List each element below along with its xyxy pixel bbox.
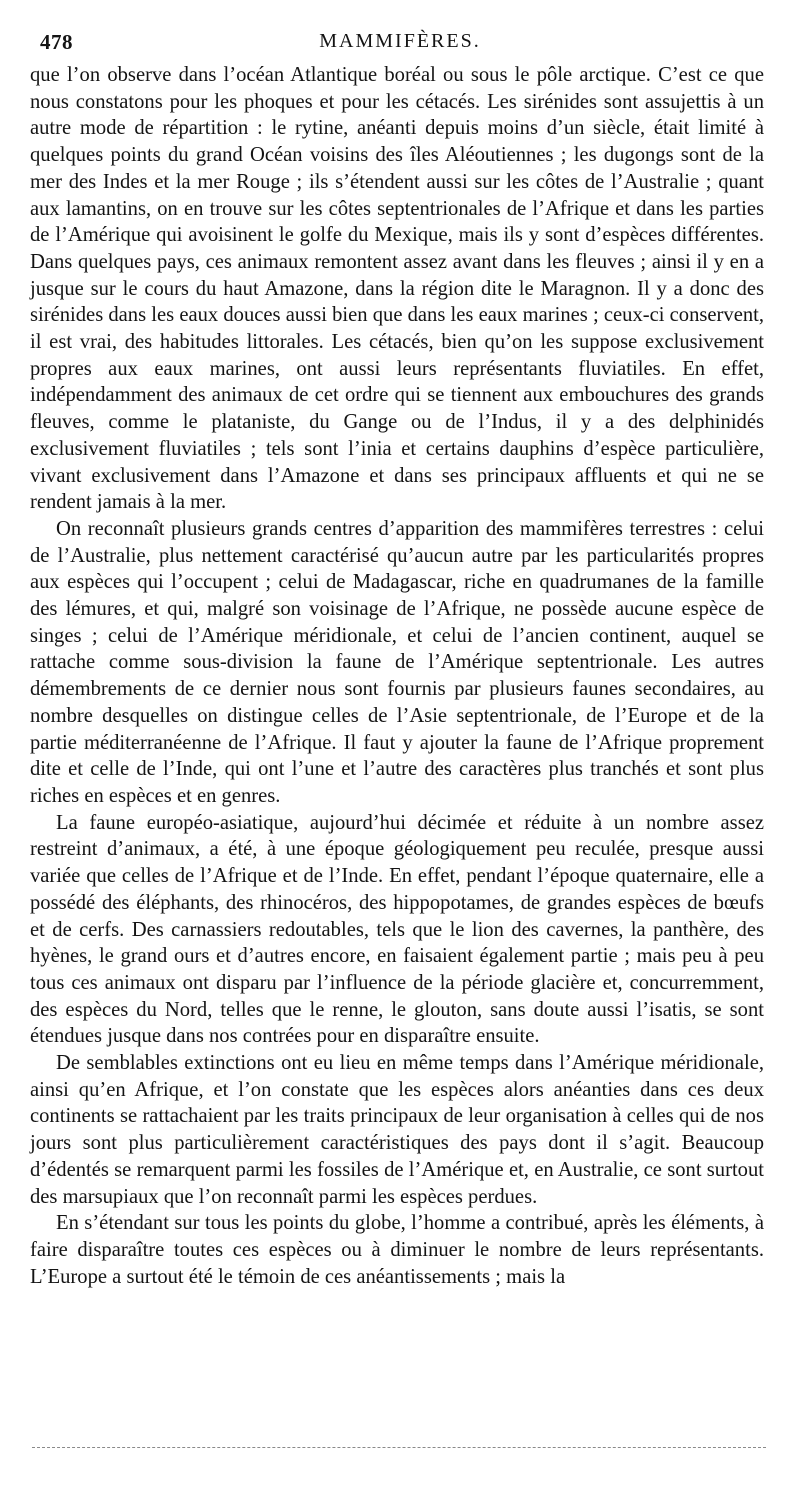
paragraph-1: que l’on observe dans l’océan Atlantique boréal ou sous le pôle arctique. C’est ce que nous constatons pour les phoques et pour les cétacés. Les sirénides sont assujettis à un autre mode de répartition : le rytine, anéanti depuis moins d’un siècle, était limité à quelques points du grand Océan voisins des îles Aléoutiennes ; les dugongs sont de la mer des Indes et la mer Rouge ; ils s’étendent aussi sur les côtes de l’Australie ; quant aux lamantins, on en trouve sur les côtes septentrionales de l’Afrique et dans les parties de l’Amérique qui avoisinent le golfe du Mexique, mais ils y sont d’espèces différentes. Dans quelques pays, ces animaux remontent assez avant dans les fleuves ; ainsi il y en a jusque sur le cours du haut Amazone, dans la région dite le Maragnon. Il y a donc des sirénides dans les eaux douces aussi bien que dans les eaux marines ; ceux-ci conservent, il est vrai, des habitudes littorales. Les cétacés, bien qu’on les suppose exclusivement propres aux eaux marines, ont aussi leurs représentants fluviatiles. En effet, indépendamment des animaux de cet ordre qui se tiennent aux embouchures des grands fleuves, comme le plataniste, du Gange ou de l’Indus, il y a des delphinidés exclusivement fluviatiles ; tels sont l’inia et certains dauphins d’espèce particulière, vivant exclusivement dans l’Amazone et dans ses principaux affluents et qui ne se rendent jamais à la mer. <box>30 64 764 514</box>
paragraph-5: En s’étendant sur tous les points du globe, l’homme a contribué, après les éléments, à faire disparaître toutes ces espèces ou à diminuer le nombre de leurs représentants. L’Europe a surtout été le témoin de ces anéantissements ; mais la <box>30 1212 764 1288</box>
body-text <box>30 62 764 1290</box>
paragraph-3: La faune européo-asiatique, aujourd’hui décimée et réduite à un nombre assez restreint d’animaux, a été, à une époque géologiquement peu reculée, presque aussi variée que celles de l’Afrique et de l’Inde. En effet, pendant l’époque quaternaire, elle a possédé des éléphants, des rhinocéros, des hippopotames, de grandes espèces de bœufs et de cerfs. Des carnassiers redoutables, tels que le lion des cavernes, la panthère, des hyènes, le grand ours et d’autres encore, en faisaient également partie ; mais peu à peu tous ces animaux ont disparu par l’influence de la période glacière et, concurremment, des espèces du Nord, telles que le renne, le glouton, sans doute aussi l’isatis, se sont étendues jusque dans nos contrées pour en disparaître ensuite. <box>30 811 764 1048</box>
paragraph-4: De semblables extinctions ont eu lieu en même temps dans l’Amérique méridionale, ainsi qu’en Afrique, et l’on constate que les espèces alors anéanties dans ces deux continents se rattachaient par les traits principaux de leur organisation à celles qui de nos jours sont plus particulièrement caractéristiques des pays dont il s’agit. Beaucoup d’édentés se remarquent parmi les fossiles de l’Amérique et, en Australie, ce sont surtout des marsupiaux que l’on reconnaît parmi les espèces perdues. <box>30 1052 764 1208</box>
page-header <box>30 30 770 54</box>
footer-rule <box>32 1447 766 1448</box>
paragraph-2: On reconnaît plusieurs grands centres d’apparition des mammifères terrestres : celui de l’Australie, plus nettement caractérisé qu’aucun autre par les particularités propres aux espèces qui l’occupent ; celui de Madagascar, riche en quadrumanes de la famille des lémures, et qui, malgré son voisinage de l’Afrique, ne possède aucune espèce de singes ; celui de l’Amérique méridionale, et celui de l’ancien continent, auquel se rattache comme sous-division la faune de l’Amérique septentrionale. Les autres démembrements de ce dernier nous sont fournis par plusieurs faunes secondaires, au nombre desquelles on distingue celles de l’Asie septentrionale, de l’Europe et de la partie méditerranéenne de l’Afrique. Il faut y ajouter la faune de l’Afrique proprement dite et celle de l’Inde, qui ont l’une et l’autre des caractères plus tranchés et sont plus riches en espèces et en genres. <box>30 517 764 807</box>
page-number: 478 <box>40 30 73 54</box>
running-title: MAMMIFÈRES. <box>319 30 481 52</box>
